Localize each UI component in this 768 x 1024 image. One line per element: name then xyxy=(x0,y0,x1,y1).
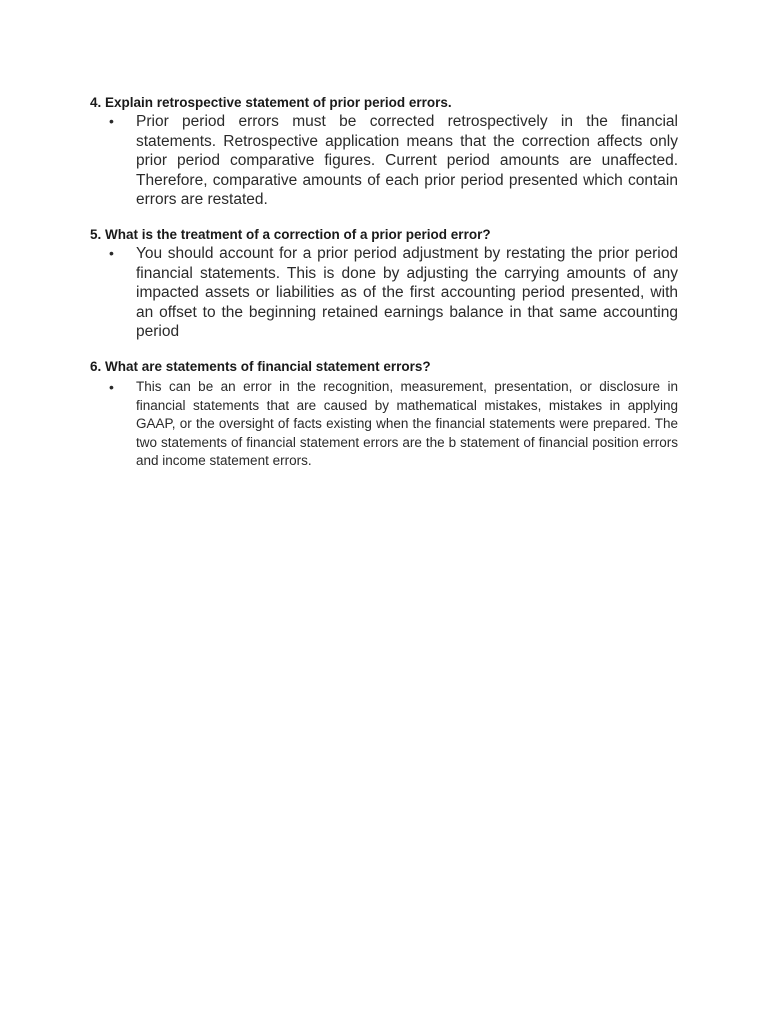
question-5 xyxy=(90,226,678,342)
question-4 xyxy=(90,94,678,210)
answer-bullet-item xyxy=(109,112,678,210)
answer-text: Prior period errors must be corrected retrospectively in the financial statements. Retrospective application means that the correction affects only prior period comparative figures. Current period amounts are unaffected. Therefore, comparative amounts of each prior period presented which contain errors are restated. xyxy=(136,113,678,208)
question-heading: 4. Explain retrospective statement of prior period errors. xyxy=(90,95,452,110)
bullet-icon: • xyxy=(109,245,114,261)
question-heading: 5. What is the treatment of a correction of a prior period error? xyxy=(90,227,491,242)
answer-text: This can be an error in the recognition, measurement, presentation, or disclosure in financial statements that are caused by mathematical mistakes, mistakes in applying GAAP, or the oversight of facts existing when the financial statements were prepared. The two statements of financial statement errors are the b statement of financial position errors and income statement errors. xyxy=(136,379,678,468)
question-heading: 6. What are statements of financial statement errors? xyxy=(90,359,431,374)
bullet-icon: • xyxy=(109,379,114,395)
answer-text: You should account for a prior period adjustment by restating the prior period financial statements. This is done by adjusting the carrying amounts of any impacted assets or liabilities as of the first accounting period presented, with an offset to the beginning retained earnings balance in that same accounting period xyxy=(136,245,678,340)
answer-bullet-item xyxy=(109,244,678,342)
answer-bullet-item xyxy=(109,378,678,471)
question-6 xyxy=(90,358,678,471)
bullet-icon: • xyxy=(109,113,114,129)
